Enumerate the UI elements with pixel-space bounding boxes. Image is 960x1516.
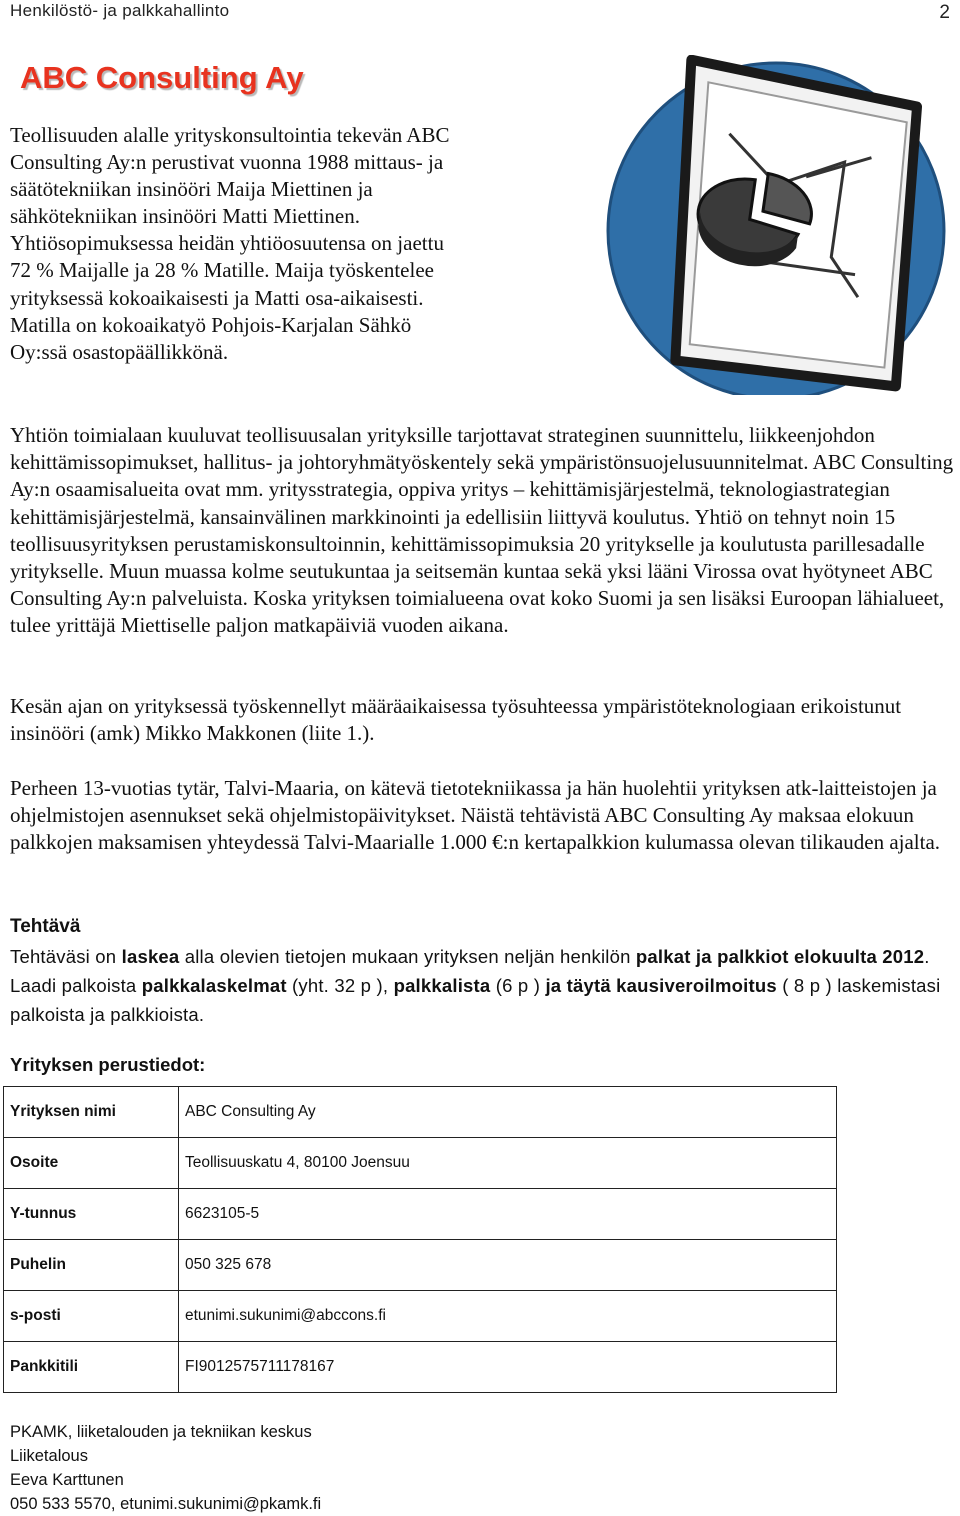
task-text-part: (yht. 32 p ), — [286, 975, 394, 996]
task-bold-part: palkkalaskelmat — [141, 975, 287, 996]
task-text-part: alla olevien tietojen mukaan yrityksen neljän henkilön — [179, 946, 636, 967]
basic-info-table — [3, 1086, 837, 1393]
task-bold-part: palkat ja palkkiot elokuulta 2012 — [635, 946, 925, 967]
basic-info-title: Yrityksen perustiedot: — [10, 1054, 206, 1075]
row-label: Osoite — [4, 1138, 179, 1189]
report-chart-icon — [600, 55, 950, 395]
intro-paragraph: Teollisuuden alalle yrityskonsultointia tekevän ABC Consulting Ay:n perustivat vuonna 1988 mittaus- ja säätötekniikan insinööri Maija Miettinen ja sähkötekniikan insinööri Matti Miettinen. Yhtiösopimuksessa heidän yhtiöosuutensa on jaettu 72 % Maijalle ja 28 % Matille. Maija työskentelee yrityksessä kokoaikaisesti ja Matti osa-aikaisesti. Matilla on kokoaikatyö Pohjois-Karjalan Sähkö Oy:ssä osastopäällikkönä. — [10, 123, 450, 364]
row-value: etunimi.sukunimi@abccons.fi — [179, 1291, 837, 1342]
task-bold-part: ja täytä kausiveroilmoitus — [545, 975, 777, 996]
row-value: FI9012575711178167 — [179, 1342, 837, 1393]
table-row — [4, 1138, 837, 1189]
row-value: 050 325 678 — [179, 1240, 837, 1291]
task-text-part: (6 p ) — [490, 975, 546, 996]
task-title: Tehtävä — [10, 916, 81, 937]
task-text-part: . Laadi palkoista — [10, 946, 930, 996]
task-text-part: ( 8 p ) laskemistasi palkoista ja palkkioista. — [10, 975, 941, 1025]
row-label: Puhelin — [4, 1240, 179, 1291]
footer-organization: PKAMK, liiketalouden ja tekniikan keskus — [10, 1423, 312, 1441]
footer-department: Liiketalous — [10, 1447, 88, 1465]
page-number: 2 — [939, 2, 950, 23]
row-label: Y-tunnus — [4, 1189, 179, 1240]
table-row — [4, 1291, 837, 1342]
running-header: Henkilöstö- ja palkkahallinto — [10, 1, 230, 20]
row-value: 6623105-5 — [179, 1189, 837, 1240]
company-heading: ABC Consulting Ay — [20, 60, 304, 95]
table-row — [4, 1087, 837, 1138]
table-row — [4, 1240, 837, 1291]
business-paragraph: Yhtiön toimialaan kuuluvat teollisuusalan yrityksille tarjottavat strateginen suunnittelu, liikkeenjohdon kehittämissopimukset, hallitus- ja johtoryhmätyöskentely sekä ympäristönsuojelusuunnitelmat. ABC Consulting Ay:n osaamisalueita ovat mm. yritysstrategia, oppiva yritys – kehittämisjärjestelmä, teknologiastrategian kehittämisjärjestelmä, kansainvälinen markkinointi ja edellisiin liittyvä koulutus. Yhtiö on tehnyt noin 15 teollisuusyrityksen perustamiskonsultoinnin, kehittämissopimuksia 20 yritykselle ja koulutusta parillesadalle yritykselle. Muun muassa kolme seutukuntaa ja seitsemän kuntaa sekä yksi lääni Virossa ovat hyötyneet ABC Consulting Ay:n palveluista. Koska yrityksen toimialueena ovat koko Suomi ja sen lisäksi Euroopan lähialueet, tulee yrittäjä Miettiselle paljon matkapäiviä vuoden aikana. — [10, 423, 954, 638]
row-label: Yrityksen nimi — [4, 1087, 179, 1138]
task-bold-part: palkkalista — [393, 975, 491, 996]
footer — [10, 1420, 321, 1516]
footer-author: Eeva Karttunen — [10, 1471, 124, 1489]
row-label: s-posti — [4, 1291, 179, 1342]
task-bold-part: laskea — [121, 946, 180, 967]
row-value: Teollisuuskatu 4, 80100 Joensuu — [179, 1138, 837, 1189]
footer-contact: 050 533 5570, etunimi.sukunimi@pkamk.fi — [10, 1495, 322, 1513]
row-value: ABC Consulting Ay — [179, 1087, 837, 1138]
task-text-part: Tehtäväsi on — [10, 946, 122, 967]
table-row — [4, 1189, 837, 1240]
row-label: Pankkitili — [4, 1342, 179, 1393]
task-text — [10, 942, 950, 1029]
summer-paragraph: Kesän ajan on yrityksessä työskennellyt määräaikaisessa työsuhteessa ympäristöteknologiaan erikoistunut insinööri (amk) Mikko Makkonen (liite 1.). — [10, 694, 902, 746]
table-row — [4, 1342, 837, 1393]
daughter-paragraph: Perheen 13-vuotias tytär, Talvi-Maaria, on kätevä tietotekniikassa ja hän huolehtii yrityksen atk-laitteistojen ja ohjelmistojen asennukset sekä ohjelmistopäivitykset. Näistä tehtävistä ABC Consulting Ay maksaa elokuun palkkojen maksamisen yhteydessä Talvi-Maarialle 1.000 €:n kertapalkkion kulumassa olevan tilikauden ajalta. — [10, 776, 941, 855]
